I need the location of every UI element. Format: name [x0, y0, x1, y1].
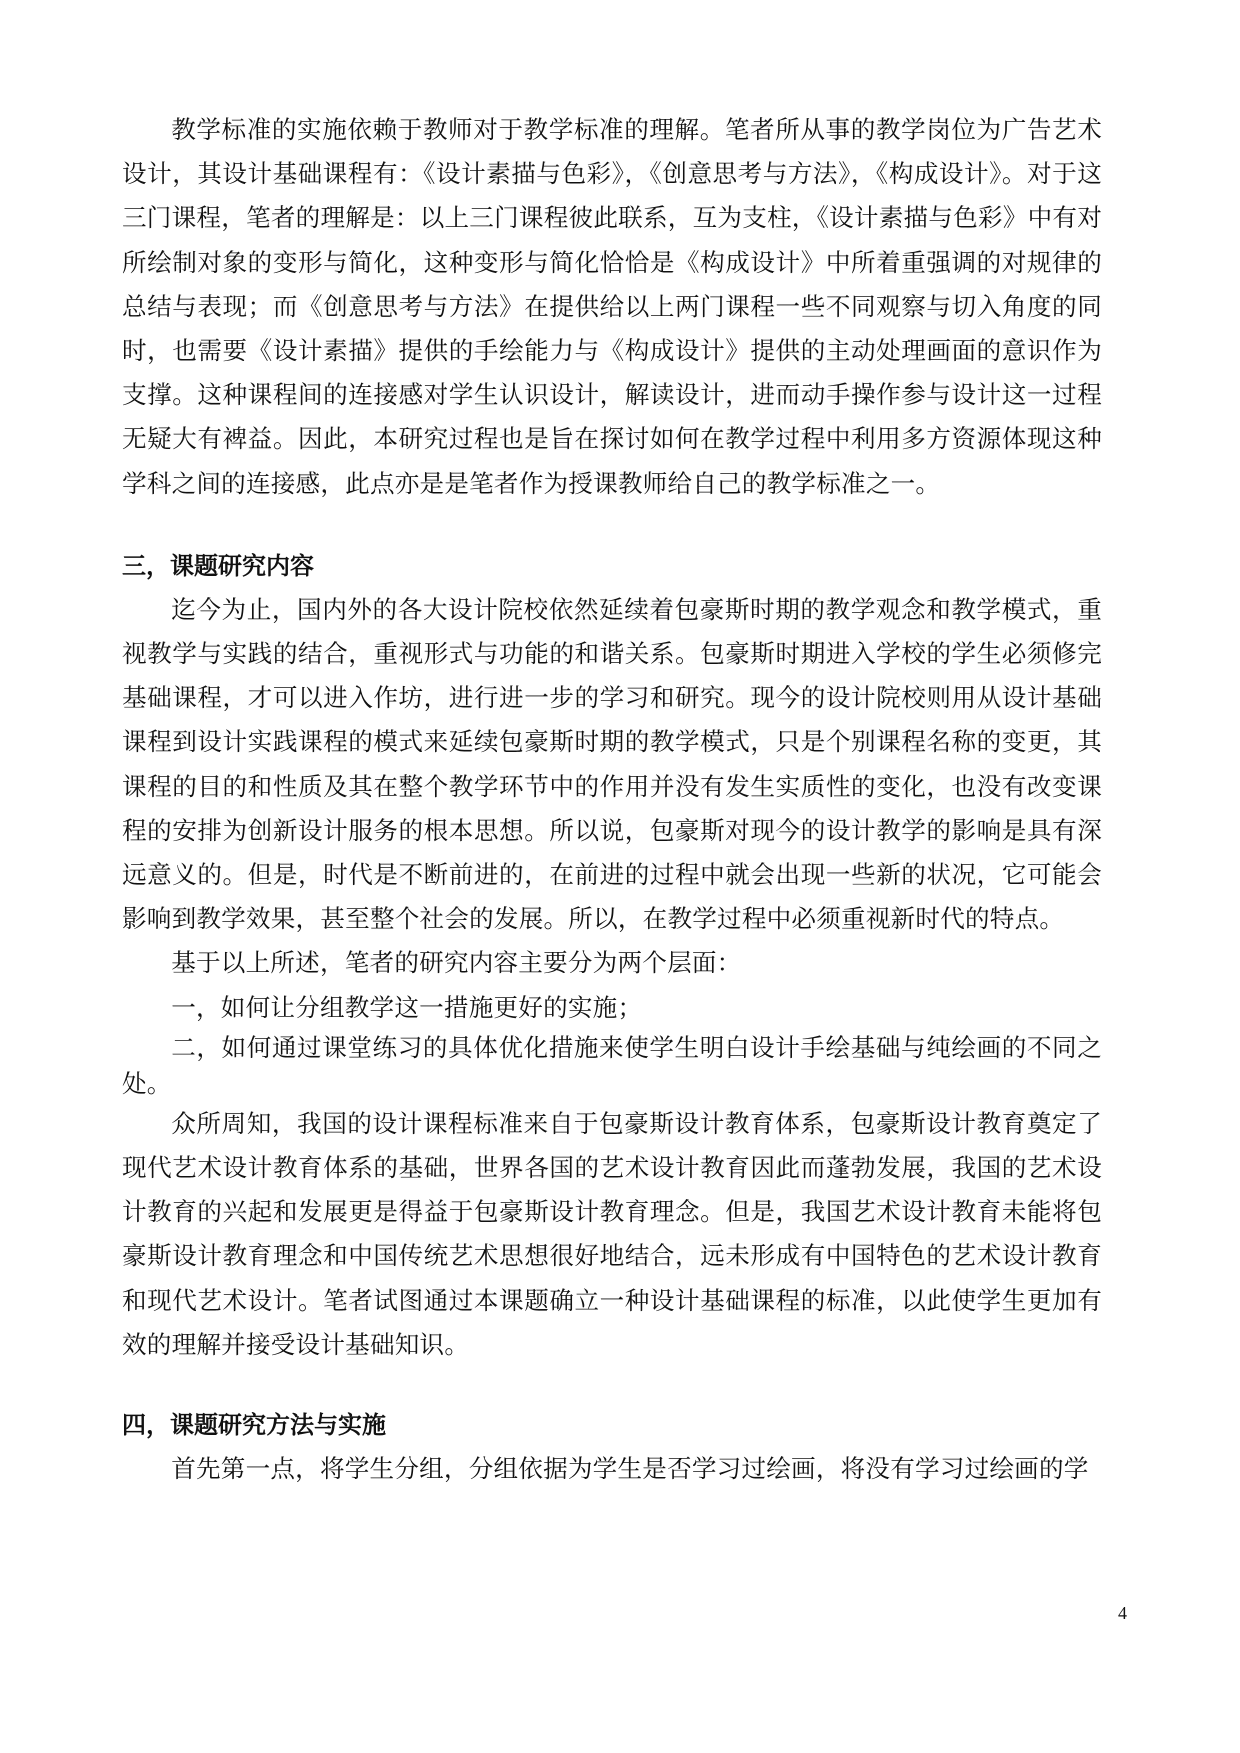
intro-paragraph: 教学标准的实施依赖于教师对于教学标准的理解。笔者所从事的教学岗位为广告艺术设计，其设计基础课程有：《设计素描与色彩》，《创意思考与方法》，《构成设计》。对于这三门课程，笔者的理解是：以上三门课程彼此联系，互为支柱，《设计素描与色彩》中有对所绘制对象的变形与简化，这种变形与简化恰恰是《构成设计》中所着重强调的对规律的总结与表现；而《创意思考与方法》在提供给以上两门课程一些不同观察与切入角度的同时，也需要《设计素描》提供的手绘能力与《构成设计》提供的主动处理画面的意识作为支撑。这种课程间的连接感对学生认识设计，解读设计，进而动手操作参与设计这一过程无疑大有裨益。因此，本研究过程也是旨在探讨如何在教学过程中利用多方资源体现这种学科之间的连接感，此点亦是是笔者作为授课教师给自己的教学标准之一。: [122, 115, 1102, 498]
section-heading-4: 四，课题研究方法与实施: [122, 1411, 386, 1440]
page-number: 4: [1118, 1603, 1127, 1623]
page-body: [122, 108, 1102, 1491]
section-3-paragraph-5: 众所周知，我国的设计课程标准来自于包豪斯设计教育体系，包豪斯设计教育奠定了现代艺术设计教育体系的基础，世界各国的艺术设计教育因此而蓬勃发展，我国的艺术设计教育的兴起和发展更是得益于包豪斯设计教育理念。但是，我国艺术设计教育未能将包豪斯设计教育理念和中国传统艺术思想很好地结合，远未形成有中国特色的艺术设计教育和现代艺术设计。笔者试图通过本课题确立一种设计基础课程的标准，以此使学生更加有效的理解并接受设计基础知识。: [122, 1108, 1102, 1359]
section-3-paragraph-2: 基于以上所述，笔者的研究内容主要分为两个层面：: [171, 948, 742, 978]
section-4-paragraph-1: 首先第一点，将学生分组，分组依据为学生是否学习过绘画，将没有学习过绘画的学: [171, 1454, 1089, 1484]
section-heading-3: 三，课题研究内容: [122, 551, 314, 580]
section-3-paragraph-1: 迄今为止，国内外的各大设计院校依然延续着包豪斯时期的教学观念和教学模式，重视教学与实践的结合，重视形式与功能的和谐关系。包豪斯时期进入学校的学生必须修完基础课程，才可以进入作坊，进行进一步的学习和研究。现今的设计院校则用从设计基础课程到设计实践课程的模式来延续包豪斯时期的教学模式，只是个别课程名称的变更，其课程的目的和性质及其在整个教学环节中的作用并没有发生实质性的变化，也没有改变课程的安排为创新设计服务的根本思想。所以说，包豪斯对现今的设计教学的影响是具有深远意义的。但是，时代是不断前进的，在前进的过程中就会出现一些新的状况，它可能会影响到教学效果，甚至整个社会的发展。所以，在教学过程中必须重视新时代的特点。: [122, 594, 1102, 934]
section-spacer: [122, 1367, 1102, 1403]
section-3-list-item-2: 二，如何通过课堂练习的具体优化措施来使学生明白设计手绘基础与纯绘画的不同之处。: [122, 1032, 1102, 1098]
section-spacer: [122, 506, 1102, 544]
section-3-list-item-1: 一，如何让分组教学这一措施更好的实施；: [171, 992, 643, 1022]
